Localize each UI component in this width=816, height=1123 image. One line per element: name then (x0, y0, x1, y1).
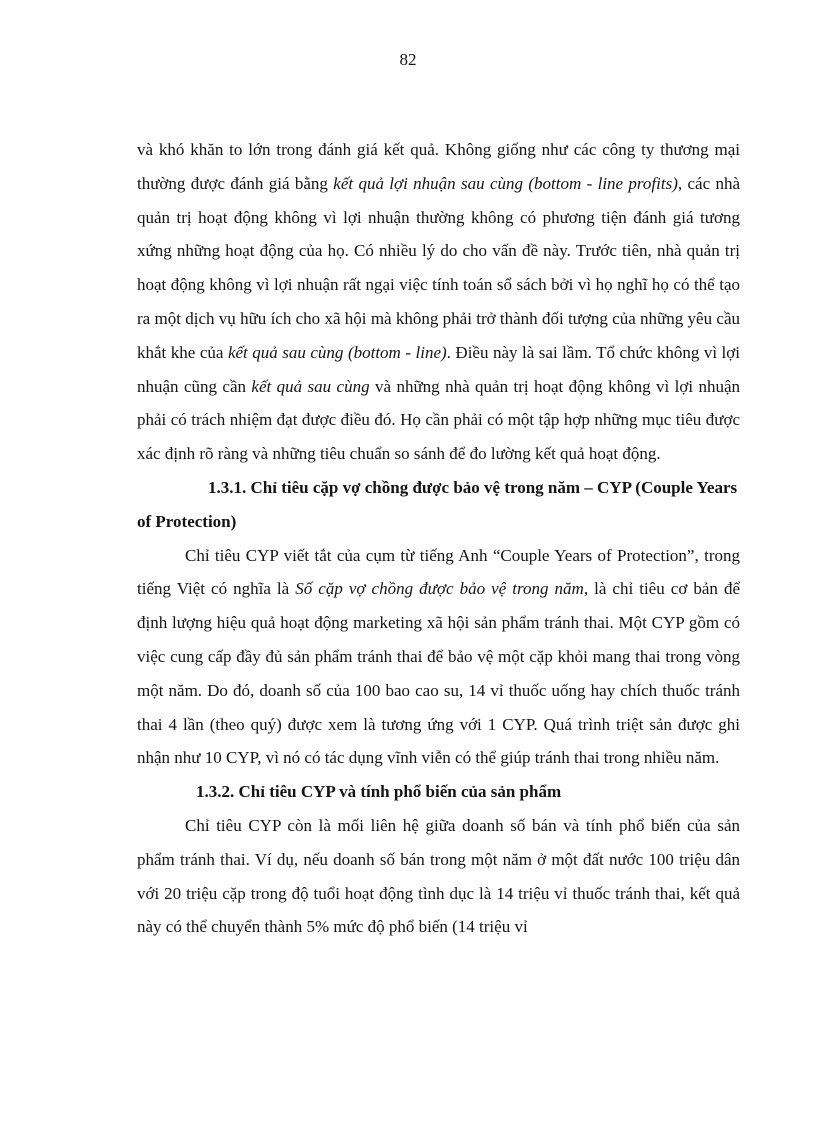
page-body (137, 133, 740, 944)
italic-term: Số cặp vợ chồng được bảo vệ trong năm (295, 579, 584, 599)
section-heading-1-3-1: 1.3.1. Chỉ tiêu cặp vợ chồng được bảo vệ trong năm – CYP (Couple Years of Protection) (137, 477, 738, 531)
paragraph-text: Chỉ tiêu CYP còn là mối liên hệ giữa doanh số bán và tính phổ biến của sản phẩm tránh thai. Ví dụ, nếu doanh số bán trong một năm ở một đất nước 100 triệu dân với 20 triệu cặp trong độ tuổi hoạt động tình dục là 14 triệu vỉ thuốc tránh thai, kết quả này có thể chuyển thành 5% mức độ phổ biến (14 triệu vỉ (137, 815, 740, 937)
italic-term: kết quả lợi nhuận sau cùng (bottom - line profits), (333, 173, 683, 193)
paragraph-text: . Điều này là sai lầm. Tổ chức không vì lợi nhuận cũng cần (137, 342, 740, 396)
paragraph-text: và khó khăn to lớn trong đánh giá kết quả. Không giống như các công ty thương mại thường được đánh giá bằng (137, 140, 740, 193)
paragraph-text: các nhà quản trị hoạt động không vì lợi nhuận thường không có phương tiện đánh giá tương xứng những hoạt động của họ. Có nhiều lý do cho vấn đề này. Trước tiên, nhà quản trị hoạt động không vì lợi nhuận rất ngại việc tính toán sổ sách bởi vì họ nghĩ họ có thể tạo ra một dịch vụ hữu ích cho xã hội mà không phải trở thành đối tượng của những yêu cầu khắt khe của (137, 173, 740, 362)
italic-term: kết quả sau cùng (251, 376, 370, 396)
italic-term: kết quả sau cùng (bottom - line) (227, 342, 447, 362)
paragraph-text: và những nhà quản trị hoạt động không vì lợi nhuận phải có trách nhiệm đạt được điều đó. Họ cần phải có một tập hợp những mục tiêu được xác định rõ ràng và những tiêu chuẩn so sánh để đo lường kết quả hoạt động. (137, 376, 740, 464)
paragraph-cyp-definition (137, 539, 740, 776)
paragraph-nonprofit-results (137, 133, 740, 471)
paragraph-text: , là chỉ tiêu cơ bản để định lượng hiệu quả hoạt động marketing xã hội sản phẩm tránh thai. Một CYP gồm có việc cung cấp đầy đủ sản phẩm tránh thai để bảo vệ một cặp khỏi mang thai trong vòng một năm. Do đó, doanh số của 100 bao cao su, 14 vỉ thuốc uống hay chích thuốc tránh thai 4 lần (theo quý) được xem là tương ứng với 1 CYP. Quá trình triệt sản được ghi nhận như 10 CYP, vì nó có tác dụng vĩnh viễn có thể giúp tránh thai trong nhiều năm. (137, 579, 740, 768)
section-heading-1-3-2: 1.3.2. Chỉ tiêu CYP và tính phổ biến của sản phẩm (196, 782, 562, 802)
paragraph-text: Chỉ tiêu CYP viết tắt của cụm từ tiếng Anh “Couple Years of Protection”, trong tiếng Việt có nghĩa là (137, 545, 740, 599)
paragraph-cyp-prevalence (137, 809, 740, 944)
page-number: 82 (399, 50, 417, 69)
